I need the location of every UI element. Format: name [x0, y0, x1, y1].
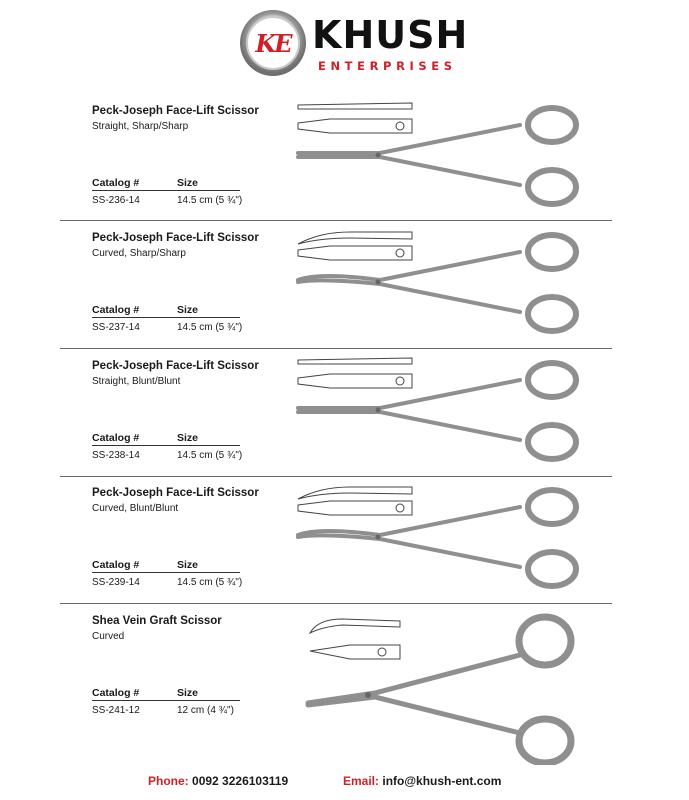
- product-entry: [0, 350, 689, 478]
- phone-number: 0092 3226103119: [192, 774, 289, 788]
- finger-ring-upper: [528, 235, 576, 269]
- size-value: 12 cm (4 ¾"): [177, 705, 234, 716]
- size-value: 14.5 cm (5 ¾"): [177, 195, 243, 206]
- product-title: Shea Vein Graft Scissor: [92, 615, 222, 627]
- finger-ring-upper: [519, 617, 571, 665]
- logo-monogram: KE: [255, 28, 291, 58]
- tip-side-view: [310, 619, 400, 633]
- scissor-blade-lower: [298, 280, 520, 312]
- scissor-blade-lower: [308, 697, 520, 733]
- finger-ring-upper: [528, 363, 576, 397]
- product-entry: [0, 95, 689, 223]
- catalog-number: SS-239-14: [92, 577, 140, 588]
- size-value: 14.5 cm (5 ¾"): [177, 322, 243, 333]
- scissor-blade-upper: [298, 125, 520, 153]
- finger-ring-upper: [528, 490, 576, 524]
- catalog-header: Catalog #: [92, 304, 140, 316]
- product-subtitle: Curved: [92, 631, 125, 642]
- product-entry: [0, 605, 689, 733]
- catalog-header: Catalog #: [92, 687, 140, 699]
- tip-top-view: [298, 246, 412, 260]
- product-title: Peck-Joseph Face-Lift Scissor: [92, 360, 259, 372]
- screw-icon: [396, 249, 404, 257]
- table-rule: [92, 190, 240, 191]
- catalog-number: SS-237-14: [92, 322, 140, 333]
- product-title: Peck-Joseph Face-Lift Scissor: [92, 487, 259, 499]
- scissor-illustration: [290, 477, 590, 605]
- catalog-number: SS-241-12: [92, 705, 140, 716]
- screw-icon: [396, 504, 404, 512]
- product-subtitle: Straight, Blunt/Blunt: [92, 376, 181, 387]
- scissor-illustration: [290, 350, 590, 478]
- screw-icon: [396, 122, 404, 130]
- finger-ring-lower: [519, 719, 571, 763]
- email-label: Email:: [343, 774, 380, 788]
- product-subtitle: Curved, Sharp/Sharp: [92, 248, 186, 259]
- catalog-header: Catalog #: [92, 559, 140, 571]
- tip-side-view: [298, 358, 412, 364]
- tip-side-view: [298, 487, 412, 499]
- finger-ring-lower: [528, 552, 576, 586]
- product-entry: [0, 222, 689, 350]
- logo-wordmark: KHUSH: [312, 13, 469, 57]
- company-logo: [240, 10, 469, 80]
- catalog-number: SS-238-14: [92, 450, 140, 461]
- size-value: 14.5 cm (5 ¾"): [177, 450, 243, 461]
- size-header: Size: [177, 304, 199, 316]
- finger-ring-lower: [528, 170, 576, 204]
- pivot-screw-icon: [365, 692, 371, 698]
- footer-email: [343, 774, 501, 788]
- scissor-blade-upper: [298, 507, 520, 535]
- email-link[interactable]: info@khush-ent.com: [382, 774, 502, 788]
- catalog-number: SS-236-14: [92, 195, 140, 206]
- pivot-screw-icon: [376, 408, 381, 413]
- scissor-illustration: [290, 605, 590, 765]
- size-header: Size: [177, 432, 199, 444]
- pivot-screw-icon: [376, 535, 381, 540]
- size-header: Size: [177, 177, 199, 189]
- scissor-illustration: [290, 95, 590, 223]
- finger-ring-upper: [528, 108, 576, 142]
- product-subtitle: Curved, Blunt/Blunt: [92, 503, 179, 514]
- product-entry: [0, 477, 689, 605]
- size-value: 14.5 cm (5 ¾"): [177, 577, 243, 588]
- catalog-header: Catalog #: [92, 432, 140, 444]
- section-divider: [60, 348, 612, 349]
- finger-ring-lower: [528, 297, 576, 331]
- pivot-screw-icon: [376, 153, 381, 158]
- screw-icon: [378, 648, 386, 656]
- logo-tagline: ENTERPRISES: [318, 59, 457, 73]
- scissor-illustration: [290, 222, 590, 350]
- phone-label: Phone:: [148, 774, 189, 788]
- footer-phone: [148, 774, 288, 788]
- tip-top-view: [298, 501, 412, 515]
- screw-icon: [396, 377, 404, 385]
- table-rule: [92, 572, 240, 573]
- tip-top-view: [298, 119, 412, 133]
- scissor-blade-upper: [308, 655, 520, 703]
- product-title: Peck-Joseph Face-Lift Scissor: [92, 105, 259, 117]
- tip-top-view: [298, 374, 412, 388]
- size-header: Size: [177, 687, 199, 699]
- scissor-blade-lower: [298, 157, 520, 185]
- table-rule: [92, 317, 240, 318]
- product-subtitle: Straight, Sharp/Sharp: [92, 121, 189, 132]
- logo-emblem: [240, 10, 306, 76]
- tip-side-view: [298, 103, 412, 109]
- product-title: Peck-Joseph Face-Lift Scissor: [92, 232, 259, 244]
- section-divider: [60, 220, 612, 221]
- catalog-header: Catalog #: [92, 177, 140, 189]
- size-header: Size: [177, 559, 199, 571]
- pivot-screw-icon: [376, 280, 381, 285]
- finger-ring-lower: [528, 425, 576, 459]
- scissor-blade-upper: [298, 252, 520, 280]
- table-rule: [92, 700, 240, 701]
- section-divider: [60, 603, 612, 604]
- tip-side-view: [298, 232, 412, 244]
- scissor-blade-lower: [298, 535, 520, 567]
- table-rule: [92, 445, 240, 446]
- scissor-blade-lower: [298, 412, 520, 440]
- scissor-blade-upper: [298, 380, 520, 408]
